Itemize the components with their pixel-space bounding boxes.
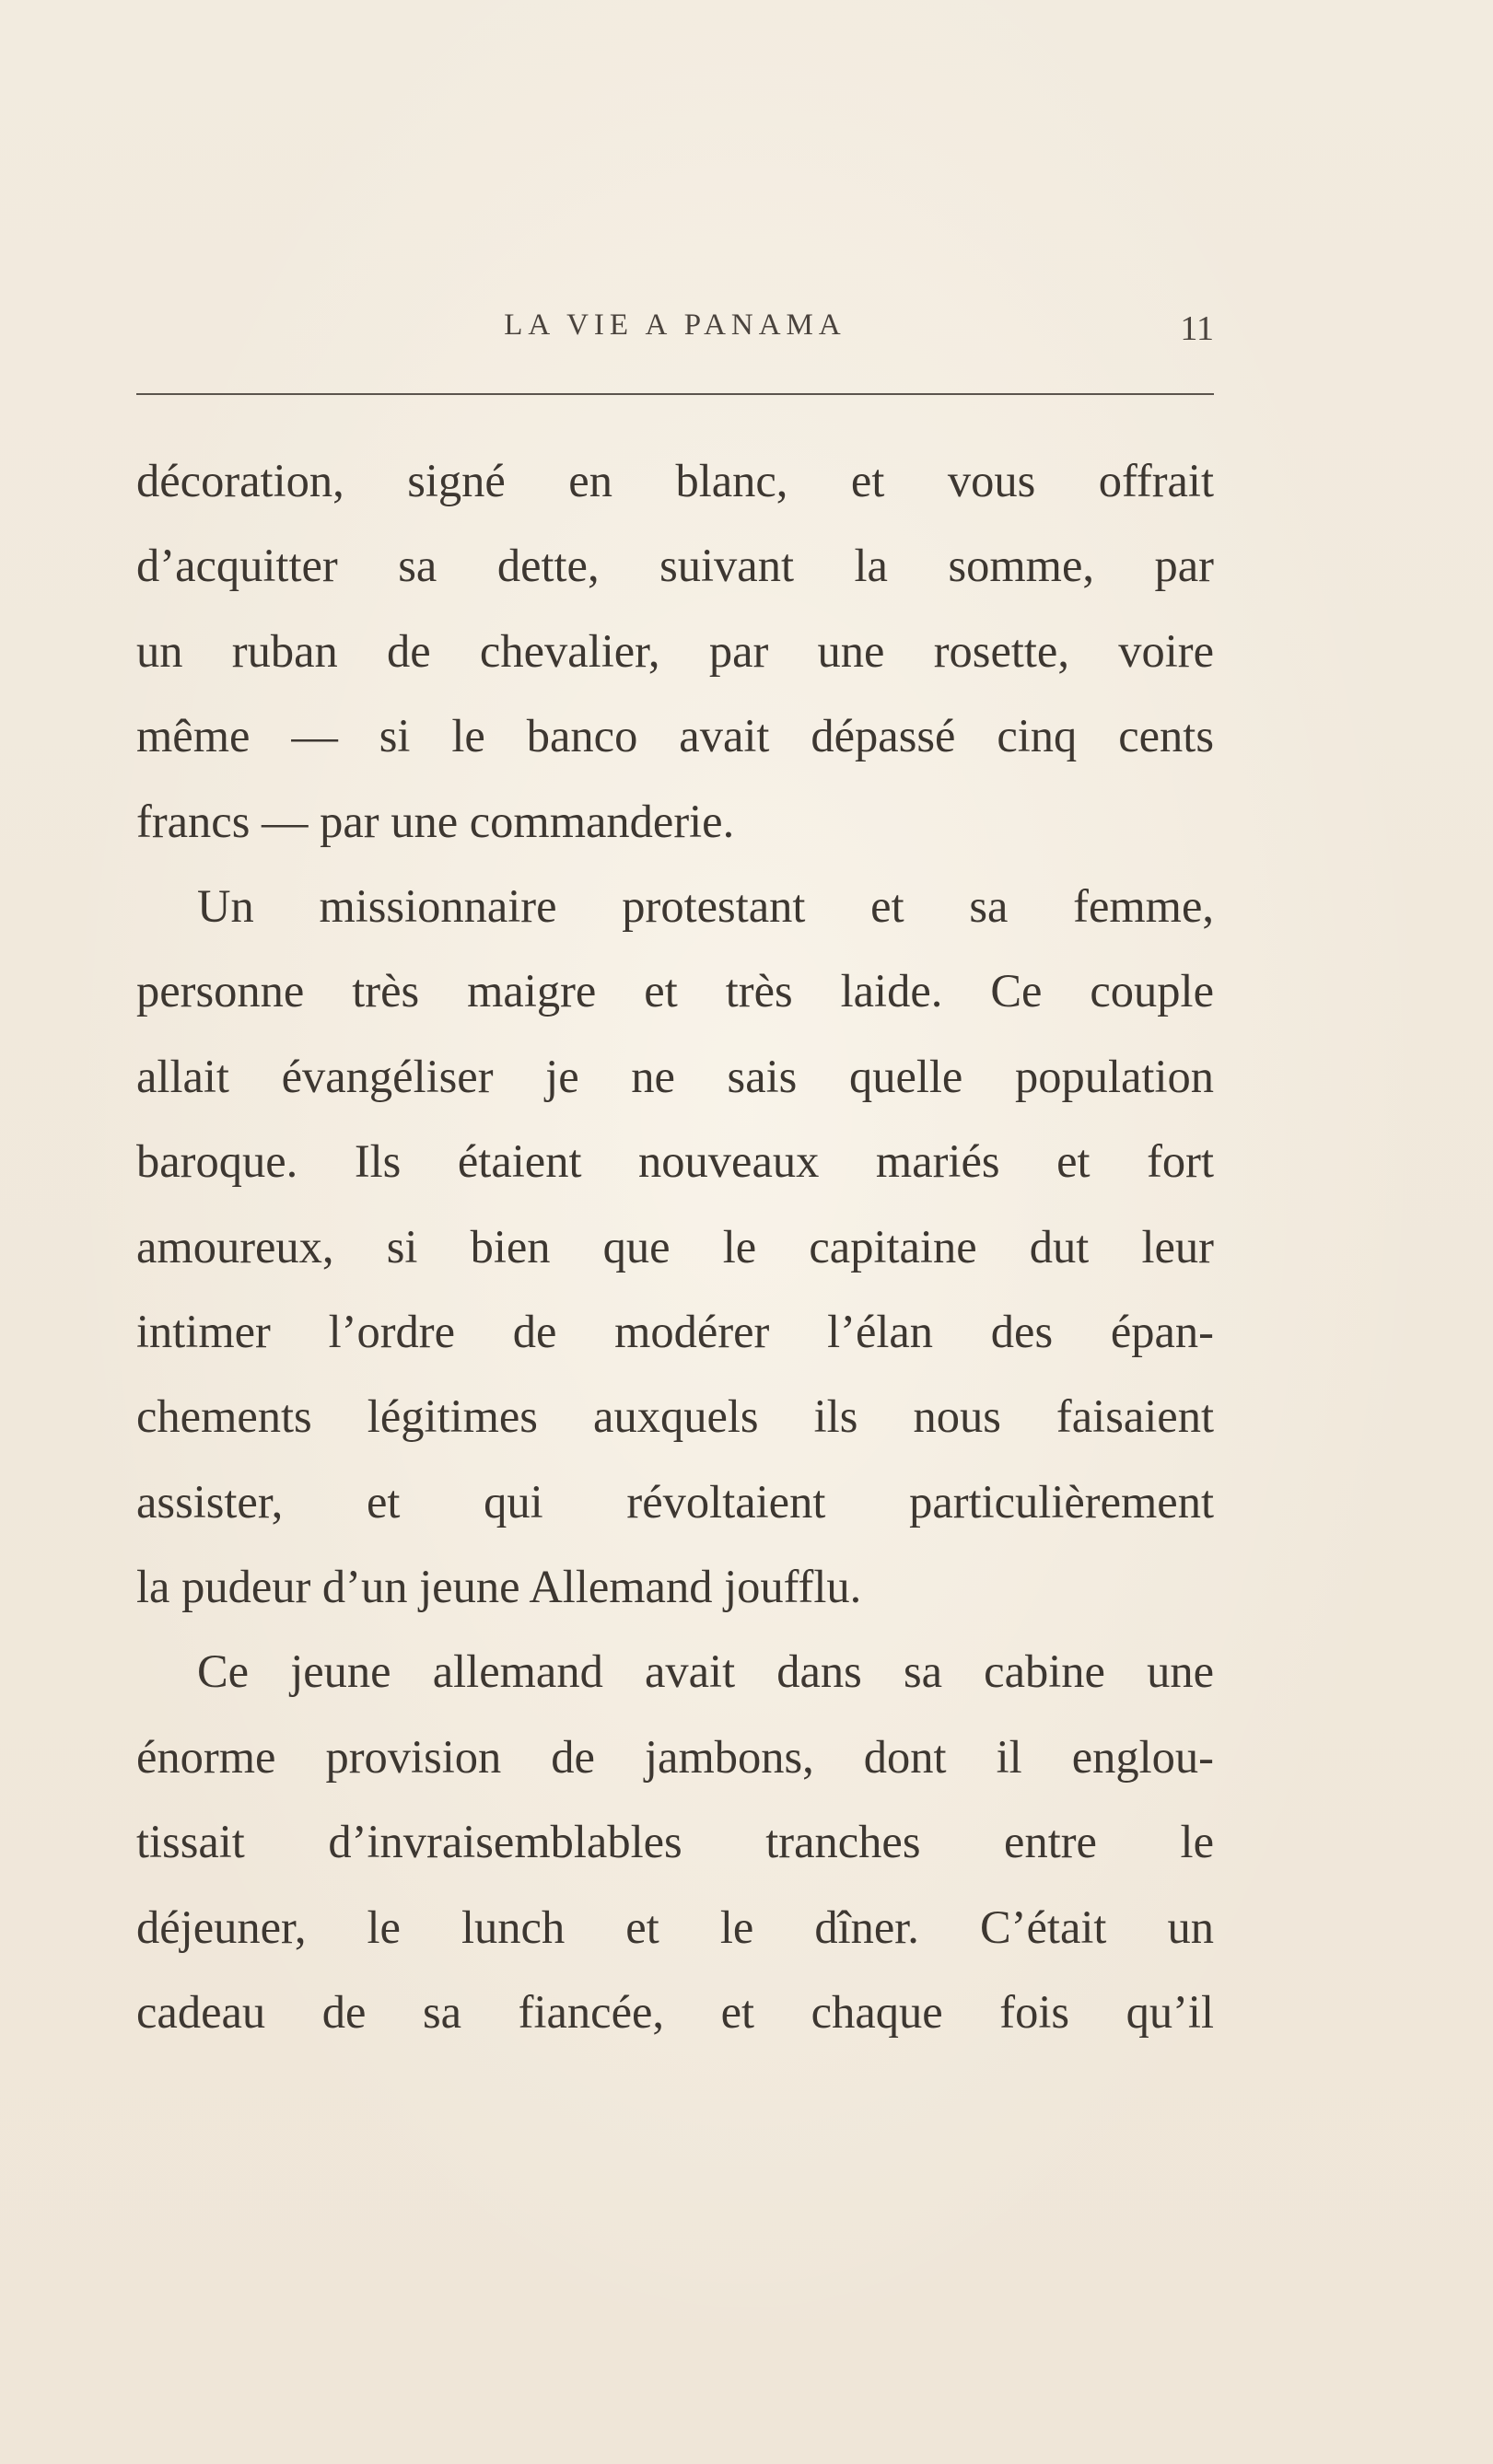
- text-line: cadeau de sa fiancée, et chaque fois qu’il: [136, 1986, 1214, 2039]
- text-line: amoureux, si bien que le capitaine dut leur: [136, 1220, 1214, 1273]
- text-line: même — si le banco avait dépassé cinq cents: [136, 710, 1214, 762]
- text-line: chements légitimes auxquels ils nous faisaient: [136, 1390, 1214, 1443]
- text-line: déjeuner, le lunch et le dîner. C’était un: [136, 1900, 1214, 1953]
- page-header: [136, 308, 1214, 364]
- text-line: décoration, signé en blanc, et vous offrait: [136, 455, 1214, 506]
- text-line: assister, et qui révoltaient particulièrement: [136, 1475, 1214, 1528]
- paragraph-end-line: la pudeur d’un jeune Allemand joufflu.: [136, 1561, 862, 1613]
- text-line: personne très maigre et très laide. Ce couple: [136, 965, 1214, 1017]
- text-line: énorme provision de jambons, dont il englou-: [136, 1730, 1214, 1783]
- text-line: d’acquitter sa dette, suivant la somme, par: [136, 540, 1214, 592]
- text-line: un ruban de chevalier, par une rosette, voire: [136, 624, 1214, 677]
- text-line: intimer l’ordre de modérer l’élan des épan-: [136, 1305, 1214, 1357]
- running-head: LA VIE A PANAMA: [504, 308, 846, 342]
- paragraph-end-line: francs — par une commanderie.: [136, 795, 735, 847]
- body-text: [136, 438, 1214, 2054]
- text-line: baroque. Ils étaient nouveaux mariés et fort: [136, 1135, 1214, 1188]
- text-line: tissait d’invraisemblables tranches entre le: [136, 1816, 1214, 1868]
- header-rule: [136, 393, 1214, 395]
- page-number: 11: [1180, 309, 1214, 348]
- paragraph-start-line: Ce jeune allemand avait dans sa cabine une: [197, 1645, 1214, 1698]
- text-line: allait évangéliser je ne sais quelle population: [136, 1050, 1214, 1102]
- paragraph-start-line: Un missionnaire protestant et sa femme,: [197, 879, 1214, 932]
